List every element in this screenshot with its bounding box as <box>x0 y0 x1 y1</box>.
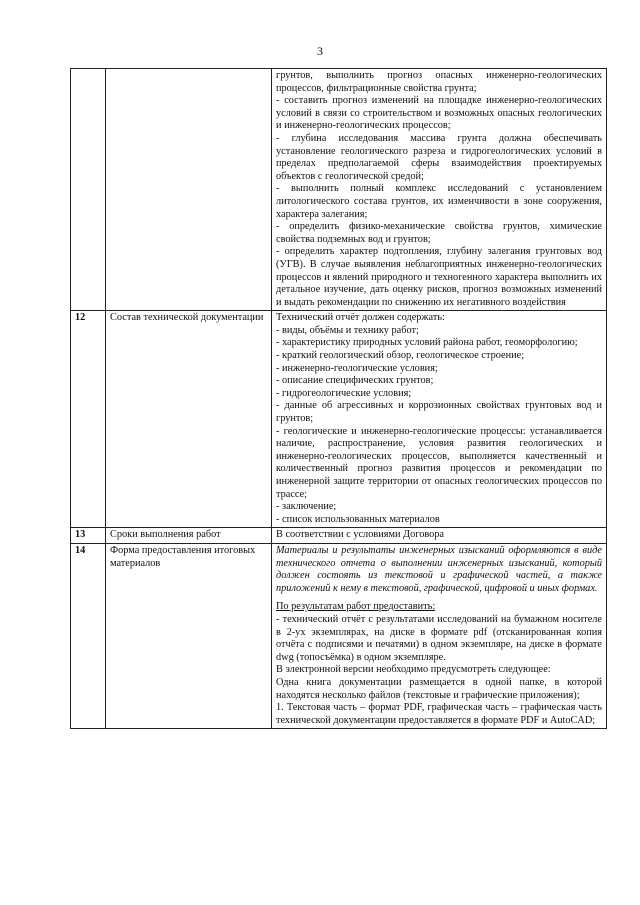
content-line: В соответствии с условиями Договора <box>276 529 445 541</box>
content-line: - инженерно-геологические условия; <box>276 362 438 374</box>
content-line: - гидрогеологические условия; <box>276 387 412 399</box>
table-row <box>71 543 607 728</box>
row-content <box>272 311 607 528</box>
row-number: 13 <box>71 528 106 544</box>
content-line: - виды, объёмы и технику работ; <box>276 324 419 336</box>
row-title: Состав технической документации <box>106 311 272 528</box>
content-line: - составить прогноз изменений на площадке инженерно-геологических условий в связи со строительством и возможных опасных геологических и инженерно-геологических процессов; <box>276 95 602 132</box>
content-line: - список использованных материалов <box>276 513 440 525</box>
content-line: 1. Текстовая часть – формат PDF, графическая часть – графическая часть технической документации предоставляется в формате PDF и AutoCAD; <box>276 702 602 726</box>
content-line: - технический отчёт с результатами исследований на бумажном носителе в 2-ух экземплярах, на диске в формате pdf (отсканированная копия отчёта с подписями и печатями) в одном экземпляре, на диске в формате dwg (топосъёмка) в одном экземпляре. <box>276 613 602 663</box>
specification-table <box>70 68 607 729</box>
content-line: Одна книга документации размещается в одной папке, в которой находятся несколько файлов (текстовые и графические приложения); <box>276 676 602 701</box>
content-line: - заключение; <box>276 501 337 513</box>
content-line: - краткий геологический обзор, геологическое строение; <box>276 350 525 362</box>
content-line: - геологические и инженерно-геологические процессы: устанавливается наличие, распространение, условия развития геологических и инженерно-геологических процессов, выполняется качественный и количественный прогноз развития процессов и рекомендации по инженерной защите территории от опасных геологических процессов по трассе; <box>276 425 602 500</box>
row-number: 12 <box>71 311 106 528</box>
table-row <box>71 69 607 311</box>
row-title <box>106 69 272 311</box>
underlined-heading: По результатам работ предоставить: <box>276 601 436 613</box>
content-line: В электронной версии необходимо предусмотреть следующее: <box>276 664 551 676</box>
content-line: - глубина исследования массива грунта должна обеспечивать установление геологического разреза и гидрогеологических условий в пределах предполагаемой сферы взаимодействия проектируемых объектов с геологической средой; <box>276 132 602 182</box>
row-title: Сроки выполнения работ <box>106 528 272 544</box>
content-line: - определить характер подтопления, глубину залегания грунтовых вод (УГВ). В случае выявления неблагоприятных инженерно-геологических процессов и явлений природного и техногенного характера выполнить их детальное изучение, дать оценку рисков, прогноз возможных изменений и выдать рекомендации по снижению их негативного воздействия <box>276 246 602 308</box>
content-line: - описание специфических грунтов; <box>276 375 434 387</box>
italic-paragraph: Материалы и результаты инженерных изысканий оформляются в виде технического отчета о выполнении инженерных изысканий, который должен состоять из текстовой и графической частей, а также приложений к нему в текстовой, графической, цифровой и иных формах. <box>276 544 602 594</box>
content-line: - определить физико-механические свойства грунтов, химические свойства подземных вод и грунтов; <box>276 221 602 245</box>
row-number: 14 <box>71 543 106 728</box>
row-title: Форма предоставления итоговых материалов <box>106 543 272 728</box>
row-content <box>272 543 607 728</box>
table-row <box>71 311 607 528</box>
row-content <box>272 528 607 544</box>
content-line: - данные об агрессивных и коррозионных свойствах грунтовых вод и грунтов; <box>276 400 602 425</box>
table-row <box>71 528 607 544</box>
content-line: - характеристику природных условий района работ, геоморфологию; <box>276 337 578 349</box>
row-content <box>272 69 607 311</box>
page-number: 3 <box>317 44 323 58</box>
content-line: Технический отчёт должен содержать: <box>276 312 445 324</box>
row-number <box>71 69 106 311</box>
content-line: - выполнить полный комплекс исследований с установлением литологического состава грунтов, их изменчивости в зоне сооружения, характера залегания; <box>276 183 602 220</box>
content-line: грунтов, выполнить прогноз опасных инженерно-геологических процессов, фильтрационные свойства грунта; <box>276 70 602 94</box>
